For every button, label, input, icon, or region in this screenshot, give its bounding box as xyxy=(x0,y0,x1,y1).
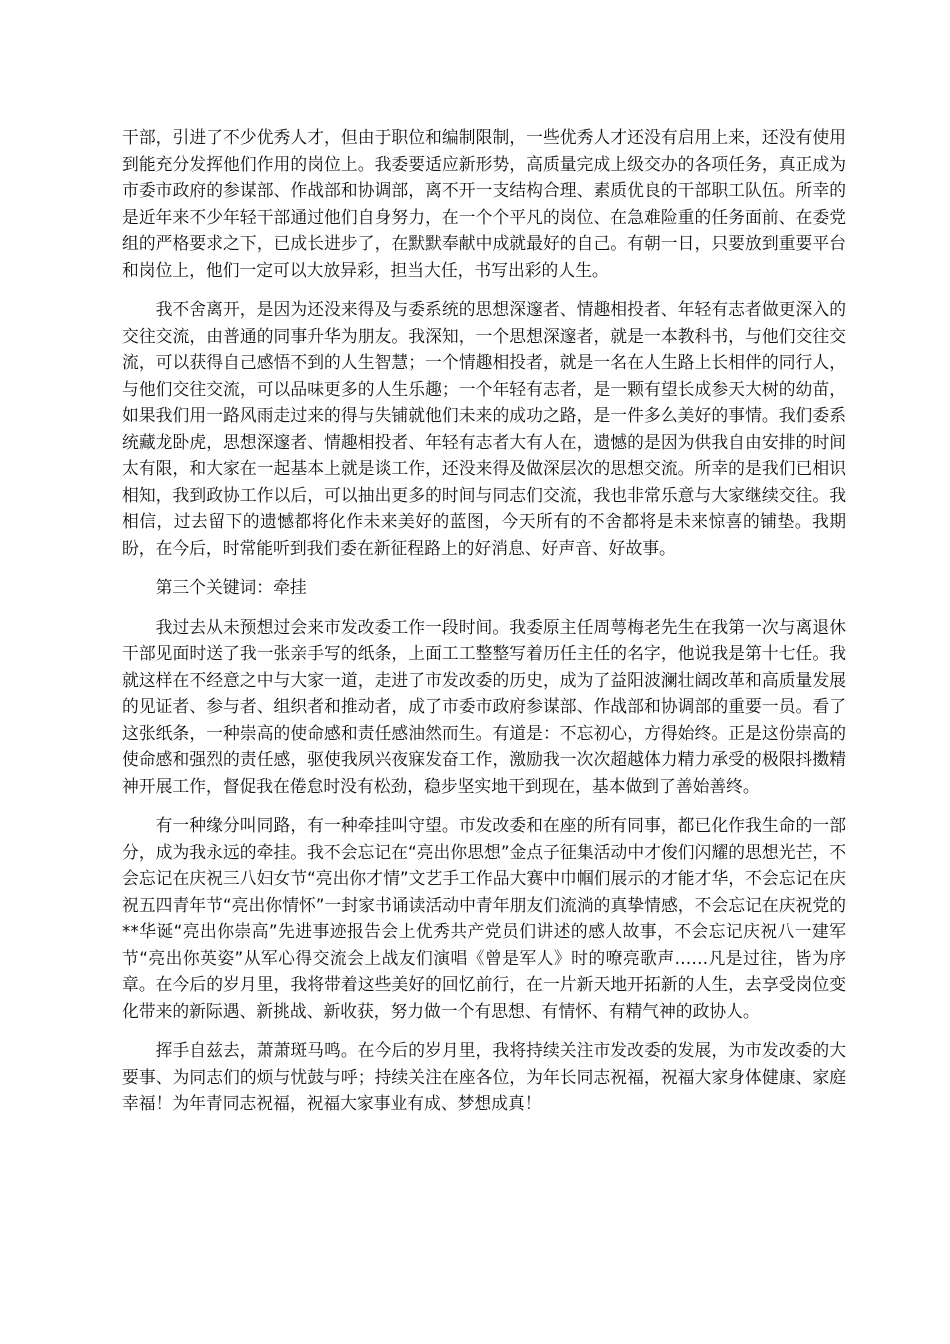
paragraph-3: 我过去从未预想过会来市发改委工作一段时间。我委原主任周萼梅老先生在我第一次与离退休干部见面时送了我一张亲手写的纸条，上面工工整整写着历任主任的名字，他说我是第十七任。我就这样在不经意之中与大家一道，走进了市发改委的历史，成为了益阳波澜壮阔改革和高质量发展的见证者、参与者、组织者和推动者，成了市委市政府参谋部、作战部和协调部的重要一员。看了这张纸条，一种崇高的使命感和责任感油然而生。有道是：不忘初心，方得始终。正是这份崇高的使命感和强烈的责任感，驱使我夙兴夜寐发奋工作，激励我一次次超越体力精力承受的极限抖擞精神开展工作，督促我在倦怠时没有松劲，稳步坚实地干到现在，基本做到了善始善终。 xyxy=(122,616,846,796)
document-page xyxy=(122,124,846,1130)
paragraph-2: 我不舍离开，是因为还没来得及与委系统的思想深邃者、情趣相投者、年轻有志者做更深入的交往交流，由普通的同事升华为朋友。我深知，一个思想深邃者，就是一本教科书，与他们交往交流，可以获得自己感悟不到的人生智慧；一个情趣相投者，就是一名在人生路上长相伴的同行人，与他们交往交流，可以品味更多的人生乐趣；一个年轻有志者，是一颗有望长成参天大树的幼苗，如果我们用一路风雨走过来的得与失铺就他们未来的成功之路，是一件多么美好的事情。我们委系统藏龙卧虎，思想深邃者、情趣相投者、年轻有志者大有人在，遗憾的是因为供我自由安排的时间太有限，和大家在一起基本上就是谈工作，还没来得及做深层次的思想交流。所幸的是我们已相识相知，我到政协工作以后，可以抽出更多的时间与同志们交流，我也非常乐意与大家继续交往。我相信，过去留下的遗憾都将化作未来美好的蓝图，今天所有的不舍都将是未来惊喜的铺垫。我期盼，在今后，时常能听到我们委在新征程路上的好消息、好声音、好故事。 xyxy=(122,299,846,558)
paragraph-1: 干部，引进了不少优秀人才，但由于职位和编制限制，一些优秀人才还没有启用上来，还没有使用到能充分发挥他们作用的岗位上。我委要适应新形势，高质量完成上级交办的各项任务，真正成为市委市政府的参谋部、作战部和协调部，离不开一支结构合理、素质优良的干部职工队伍。所幸的是近年来不少年轻干部通过他们自身努力，在一个个平凡的岗位、在急难险重的任务面前、在委党组的严格要求之下，已成长进步了，在默默奉献中成就最好的自己。有朝一日，只要放到重要平台和岗位上，他们一定可以大放异彩，担当大任，书写出彩的人生。 xyxy=(122,127,846,280)
paragraph-5: 挥手自兹去，萧萧斑马鸣。在今后的岁月里，我将持续关注市发改委的发展，为市发改委的大要事、为同志们的烦与忧鼓与呼；持续关注在座各位，为年长同志祝福，祝福大家身体健康、家庭幸福！为年青同志祝福，祝福大家事业有成、梦想成真！ xyxy=(122,1040,846,1113)
section-heading: 第三个关键词：牵挂 xyxy=(155,577,307,597)
paragraph-4: 有一种缘分叫同路，有一种牵挂叫守望。市发改委和在座的所有同事，都已化作我生命的一部分，成为我永远的牵挂。我不会忘记在“亮出你思想”金点子征集活动中才俊们闪耀的思想光芒，不会忘记在庆祝三八妇女节“亮出你才情”文艺手工作品大赛中巾帼们展示的才能才华，不会忘记在庆祝五四青年节“亮出你情怀”一封家书诵读活动中青年朋友们流淌的真挚情感，不会忘记在庆祝党的**华诞“亮出你崇高”先进事迹报告会上优秀共产党员们讲述的感人故事，不会忘记庆祝八一建军节“亮出你英姿”从军心得交流会上战友们演唱《曾是军人》时的嘹亮歌声……凡是过往，皆为序章。在今后的岁月里，我将带着这些美好的回忆前行，在一片新天地开拓新的人生，去享受岗位变化带来的新际遇、新挑战、新收获，努力做一个有思想、有情怀、有精气神的政协人。 xyxy=(122,815,846,1021)
